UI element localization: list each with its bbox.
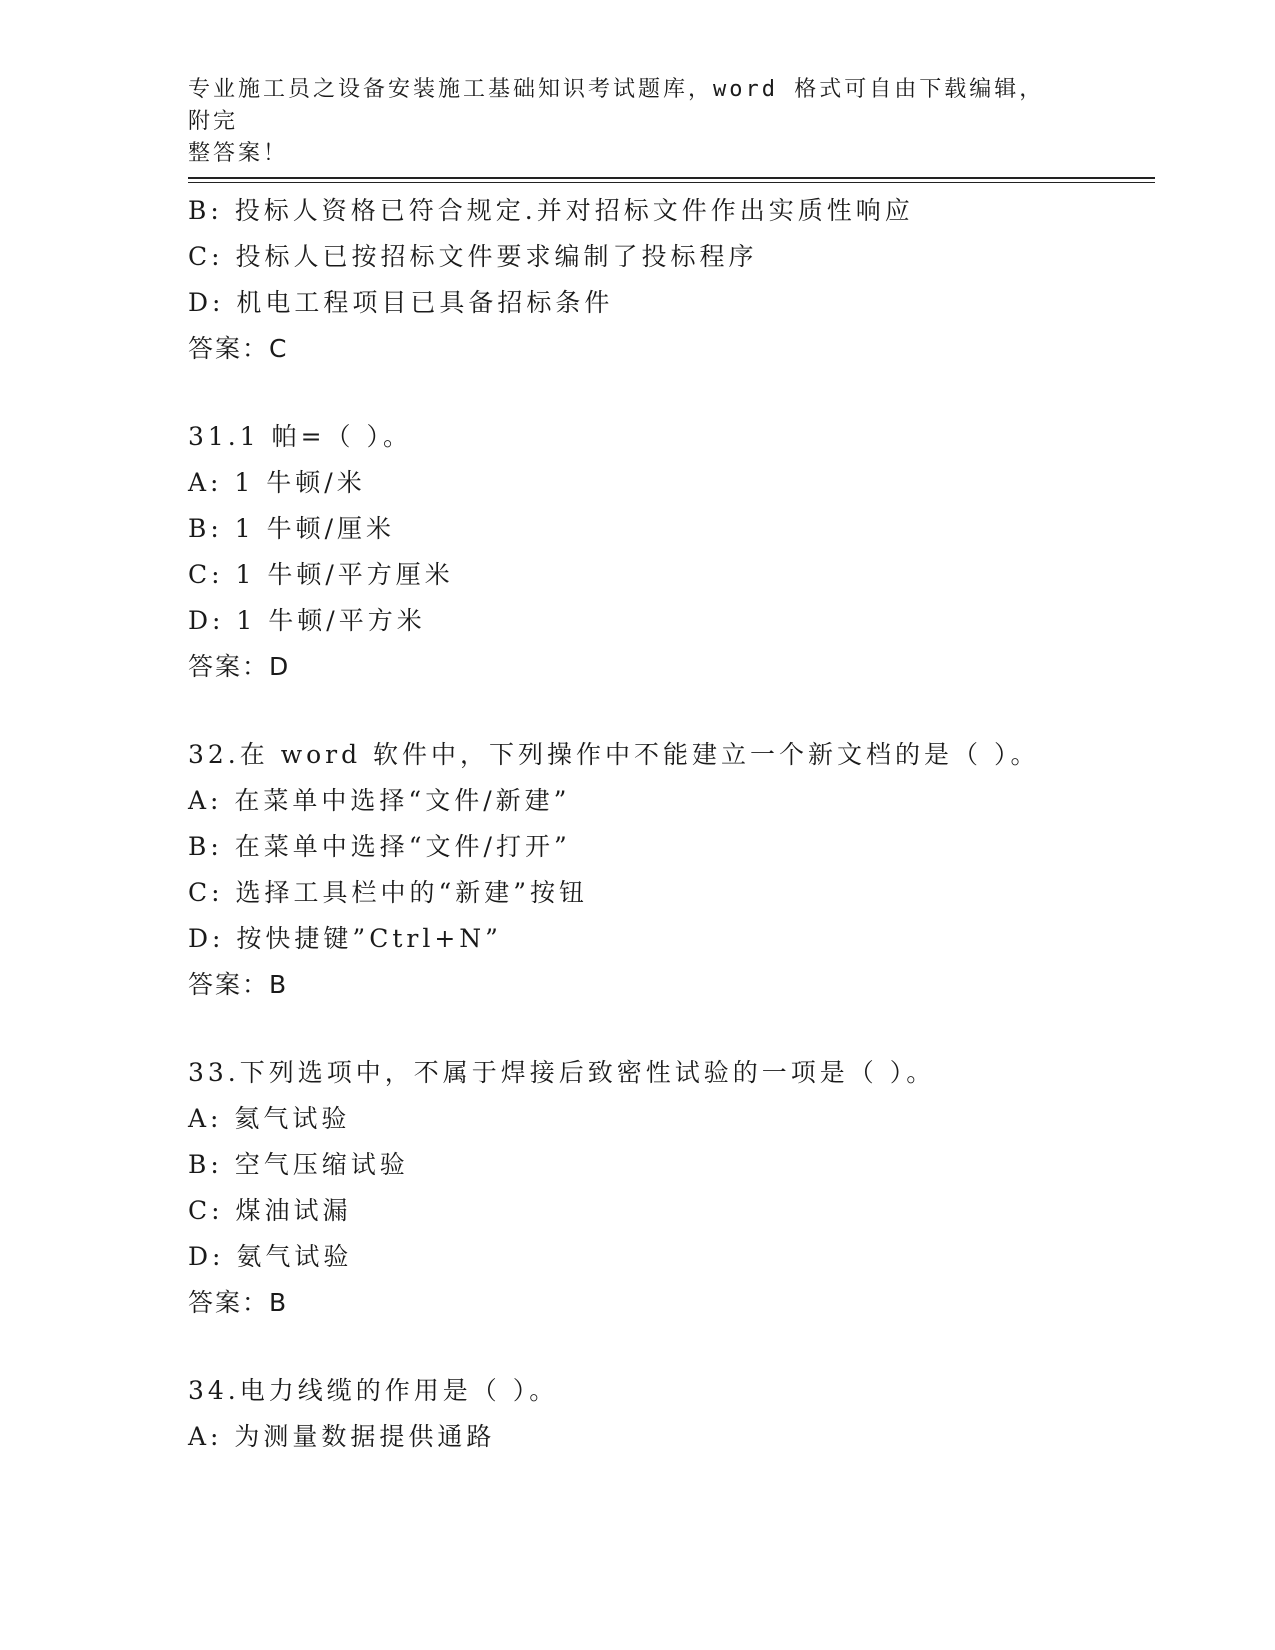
question-32 [188, 732, 1148, 1008]
option-d: D: 机电工程项目已具备招标条件 [188, 288, 614, 317]
option-a: A: 氦气试验 [188, 1104, 351, 1133]
option-d: D: 1 牛顿/平方米 [188, 606, 426, 635]
question-stem: 31.1 帕=（ ）。 [188, 422, 413, 451]
header-line-2: 整答案！ [188, 141, 289, 166]
option-c: C: 投标人已按招标文件要求编制了投标程序 [188, 242, 758, 271]
option-b: B: 在菜单中选择“文件/打开” [188, 832, 571, 861]
question-stem: 34.电力线缆的作用是（ ）。 [188, 1376, 559, 1405]
answer: 答案：B [188, 970, 289, 999]
header-divider-thin [188, 182, 1155, 183]
option-c: C: 选择工具栏中的“新建”按钮 [188, 878, 589, 907]
document-header [188, 74, 1068, 170]
question-partial [188, 188, 1148, 372]
option-b: B: 1 牛顿/厘米 [188, 514, 396, 543]
option-a: A: 1 牛顿/米 [188, 468, 366, 497]
question-33 [188, 1050, 1148, 1326]
option-a: A: 在菜单中选择“文件/新建” [188, 786, 571, 815]
question-list [188, 188, 1148, 1460]
option-c: C: 1 牛顿/平方厘米 [188, 560, 454, 589]
question-34 [188, 1368, 1148, 1460]
question-stem: 32.在 word 软件中，下列操作中不能建立一个新文档的是（ ）。 [188, 740, 1040, 769]
option-d: D: 氨气试验 [188, 1242, 353, 1271]
answer: 答案：C [188, 334, 289, 363]
option-a: A: 为测量数据提供通路 [188, 1422, 496, 1451]
option-b: B: 空气压缩试验 [188, 1150, 409, 1179]
option-b: B: 投标人资格已符合规定.并对招标文件作出实质性响应 [188, 196, 914, 225]
answer: 答案：B [188, 1288, 289, 1317]
question-31 [188, 414, 1148, 690]
header-line-1: 专业施工员之设备安装施工基础知识考试题库，word 格式可自由下载编辑，附完 [188, 77, 1045, 134]
header-divider-thick [188, 177, 1155, 179]
option-c: C: 煤油试漏 [188, 1196, 352, 1225]
option-d: D: 按快捷键”Ctrl+N” [188, 924, 502, 953]
question-stem: 33.下列选项中，不属于焊接后致密性试验的一项是（ ）。 [188, 1058, 936, 1087]
answer: 答案：D [188, 652, 291, 681]
